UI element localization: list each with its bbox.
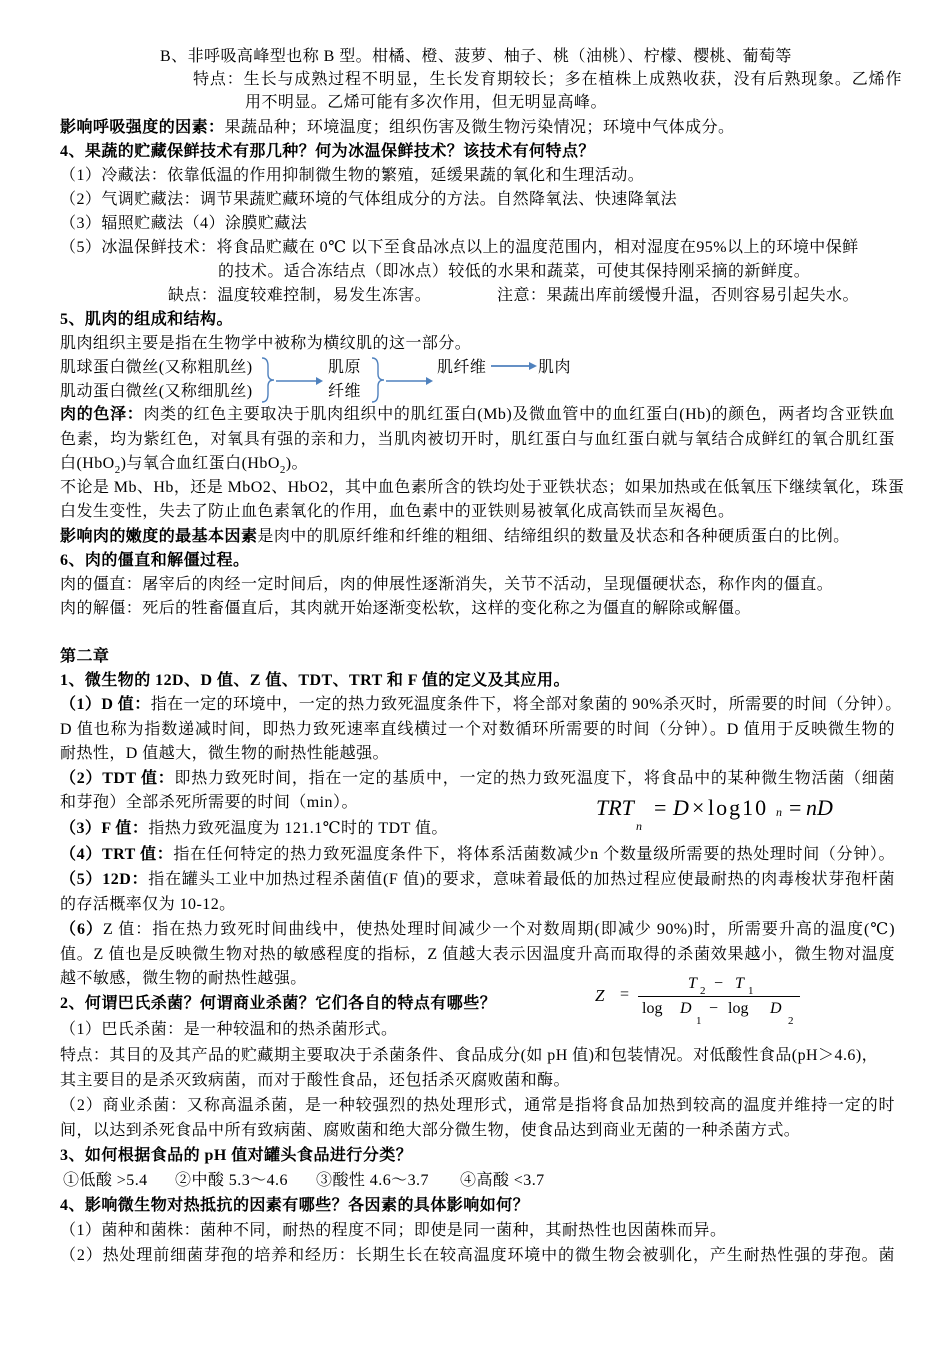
trt-formula-d: D xyxy=(673,795,689,820)
q4-item-ice-temp-line2: 的技术。适合冻结点（即冰点）较低的水果和蔬菜，可使其保持刚采摘的新鲜度。 xyxy=(218,263,811,280)
meat-color-line3-a: 白(HbO xyxy=(60,455,115,472)
c2-q4-heading: 4、影响微生物对热抵抗的因素有哪些？各因素的具体影响如何？ xyxy=(60,1197,530,1214)
q4-heading: 4、果蔬的贮藏保鲜技术有那几种？何为冰温保鲜技术？该技术有何特点？ xyxy=(60,143,595,160)
heme-iron-line2: 白发生变性，失去了防止血色素氧化的作用，血色素中的亚铁则易被氧化成高铁而呈灰褐色。 xyxy=(60,503,735,520)
q6-heading: 6、肉的僵直和解僵过程。 xyxy=(60,552,250,569)
meat-color-text: 肉类的红色主要取决于肌肉组织中的肌红蛋白(Mb)及微血管中的血红蛋白(Hb)的颜色，两者均含亚铁血 xyxy=(143,406,895,423)
trt-formula-result: nD xyxy=(806,795,833,820)
diagram-myofibril-line2: 纤维 xyxy=(328,383,361,400)
muscle-structure-diagram xyxy=(250,350,550,410)
brace-filaments xyxy=(262,358,274,402)
b-type-title: B、非呼吸高峰型也称 B 型。柑橘、橙、菠萝、柚子、桃（油桃）、柠檬、樱桃、葡萄等 xyxy=(160,48,792,65)
arrowhead-1 xyxy=(316,377,323,385)
ph-class-low-acid: ①低酸 >5.4 xyxy=(63,1172,148,1189)
respiration-factors-text: 果蔬品种；环境温度；组织伤害及微生物污染情况；环境中气体成分。 xyxy=(224,119,735,136)
z-formula xyxy=(590,972,805,1032)
trt-formula-log: log10 xyxy=(708,795,769,820)
d-value-line3: 耐热性，D 值越大，微生物的耐热性能越强。 xyxy=(60,745,390,762)
d-value-line2: D 值也称为指数递减时间，即热力致死速率直线横过一个对数循环所需要的时间（分钟）。D 值用于反映微生物的 xyxy=(60,721,895,738)
meat-color-line3 xyxy=(60,452,308,476)
subscript-2: 2 xyxy=(279,464,286,476)
q4-note: 注意：果蔬出库前缓慢升温，否则容易引起失水。 xyxy=(497,287,859,304)
q4-item-ice-temp-line1: （5）冰温保鲜技术：将食品贮藏在 0℃ 以下至食品冰点以上的温度范围内，相对湿度在95%以上的环境中保鲜 xyxy=(60,239,859,256)
z-formula-d1-sub: 1 xyxy=(696,1015,702,1027)
z-value-line2: 值。Z 值也是反映微生物对热的敏感程度的指标，Z 值越大表示因温度升高而取得的杀菌效果越小，微生物对温度 xyxy=(60,946,895,963)
c2-q1-heading: 1、微生物的 12D、D 值、Z 值、TDT、TRT 和 F 值的定义及其应用。 xyxy=(60,672,570,689)
d-value-line1 xyxy=(60,693,902,717)
diagram-myofibril-line1: 肌原 xyxy=(328,359,361,376)
pasteurization-features-line2: 其主要目的是杀灭致病菌，而对于酸性食品，还包括杀灭腐败菌和酶。 xyxy=(60,1072,570,1089)
commercial-sterilization-line1: （2）商业杀菌：又称高温杀菌，是一种较强烈的热处理形式，通常是指将食品加热到较高的温度并维持一定的时 xyxy=(60,1097,895,1114)
heat-resistance-factor-strain: （1）菌种和菌株：菌种不同，耐热的程度不同；即使是同一菌种，其耐热性也因菌株而异。 xyxy=(60,1222,727,1239)
trt-formula-lhs-sub: n xyxy=(636,819,642,833)
z-formula-equals: = xyxy=(620,986,630,1003)
12d-text: 指在罐头工业中加热过程杀菌值(F 值)的要求，意味着最低的加热过程应使最耐热的肉毒梭状芽孢杆菌 xyxy=(148,871,895,888)
trt-value xyxy=(60,843,895,867)
12d-line2: 的存活概率仅为 10-12。 xyxy=(60,896,236,913)
arrowhead-3 xyxy=(529,362,537,370)
meat-color-line1 xyxy=(60,403,895,427)
trt-formula-equals-1: = xyxy=(654,795,667,820)
z-value-line1 xyxy=(60,918,895,942)
f-value-label: （3）F 值： xyxy=(60,820,149,837)
f-value-text: 指热力致死温度为 121.1℃时的 TDT 值。 xyxy=(148,820,448,837)
brace-myofibril xyxy=(372,358,384,402)
trt-value-text: 指在任何特定的热力致死温度条件下，将体系活菌数减少n 个数量级所需要的热处理时间（分钟）。 xyxy=(173,846,895,863)
z-value-label: （6） xyxy=(60,921,104,938)
q4-item-controlled-atmosphere: （2）气调贮藏法：调节果蔬贮藏环境的气体组成分的方法。自然降氧法、快速降氧法 xyxy=(60,191,678,208)
z-value-text: Z 值：指在热力致死时间曲线中，使热处理时间减少一个对数周期(即减少 90%)时，所需要升高的温度(℃) xyxy=(103,921,895,938)
commercial-sterilization-line2: 间，以达到杀死食品中所有致病菌、腐败菌和绝大部分微生物，使食品达到商业无菌的一种杀菌方式。 xyxy=(60,1122,801,1139)
diagram-muscle: 肌肉 xyxy=(538,359,571,376)
heme-iron-line1: 不论是 Mb、Hb，还是 MbO2、HbO2，其中血色素所含的铁均处于亚铁状态；如果加热或在低氧压下继续氧化，珠蛋 xyxy=(60,479,905,496)
d-value-text: 指在一定的环境中，一定的热力致死温度条件下，将全部对象菌的 90%杀灭时，所需要的时间（分钟）。 xyxy=(150,696,902,713)
c2-q2-heading: 2、何谓巴氏杀菌？何谓商业杀菌？它们各自的特点有哪些？ xyxy=(60,995,497,1012)
meat-color-label: 肉的色泽： xyxy=(60,406,144,423)
z-formula-log-1: log xyxy=(642,1000,663,1017)
f-value xyxy=(60,817,448,841)
ph-class-high-acid: ④高酸 <3.7 xyxy=(460,1172,545,1189)
z-formula-d2: D xyxy=(770,1000,782,1017)
pasteurization: （1）巴氏杀菌：是一种较温和的热杀菌形式。 xyxy=(60,1021,398,1038)
c2-q3-heading: 3、如何根据食品的 pH 值对罐头食品进行分类？ xyxy=(60,1147,413,1164)
z-formula-t1-sub: 1 xyxy=(748,985,754,997)
arrowhead-2 xyxy=(426,377,433,385)
tenderness-text: 是肉中的肌原纤维和纤维的粗细、结缔组织的数量及状态和各种硬质蛋白的比例。 xyxy=(257,528,850,545)
pasteurization-features-line1: 特点：其目的及其产品的贮藏期主要取决于杀菌条件、食品成分(如 pH 值)和包装情况。对低酸性食品(pH＞4.6)， xyxy=(60,1047,879,1064)
tenderness-label: 影响肉的嫩度的最基本因素 xyxy=(60,528,258,545)
trt-value-label: （4）TRT 值： xyxy=(60,846,174,863)
z-formula-minus-top: − xyxy=(714,975,724,992)
respiration-factors-label: 影响呼吸强度的因素： xyxy=(60,119,225,136)
z-formula-z: Z xyxy=(595,986,605,1005)
z-formula-log-2: log xyxy=(728,1000,749,1017)
q4-item-cold-storage: （1）冷藏法：依靠低温的作用抑制微生物的繁殖，延缓果蔬的氧化和生理活动。 xyxy=(60,167,645,184)
trt-formula-exp: n xyxy=(776,805,782,819)
trt-formula-lhs: TRT xyxy=(596,795,634,820)
meat-color-line3-c: )。 xyxy=(285,455,309,472)
z-formula-t2-sub: 2 xyxy=(700,985,706,997)
q5-heading: 5、肌肉的组成和结构。 xyxy=(60,311,233,328)
b-type-features-line2: 用不明显。乙烯可能有多次作用，但无明显高峰。 xyxy=(245,94,607,111)
rigor-resolution: 肉的解僵：死后的牲畜僵直后，其肉就开始逐渐变松软，这样的变化称之为僵直的解除或解僵。 xyxy=(60,600,751,617)
z-formula-fraction-bar xyxy=(638,996,800,997)
trt-formula-times: × xyxy=(692,795,705,820)
meat-color-line2: 色素，均为紫红色，对氧具有强的亲和力，当肌肉被切开时，肌红蛋白与血红蛋白就与氧结合成鲜红的氧合肌红蛋 xyxy=(60,431,895,448)
tdt-value-line1 xyxy=(60,767,895,791)
z-formula-d2-sub: 2 xyxy=(788,1015,794,1027)
heat-resistance-factor-spore-history: （2）热处理前细菌芽孢的培养和经历：长期生长在较高温度环境中的微生物会被驯化，产生耐热性强的芽孢。菌 xyxy=(60,1247,895,1264)
12d-label: （5）12D： xyxy=(60,871,149,888)
q5-intro: 肌肉组织主要是指在生物学中被称为横纹肌的这一部分。 xyxy=(60,335,472,352)
chapter-title: 第二章 xyxy=(60,648,110,665)
trt-formula-equals-2: = xyxy=(789,795,802,820)
tenderness-factors xyxy=(60,525,850,549)
tdt-value-text: 即热力致死时间，指在一定的基质中，一定的热力致死温度下，将食品中的某种微生物活菌（细菌 xyxy=(174,770,895,787)
z-value-line3: 越不敏感，微生物的耐热性越强。 xyxy=(60,970,307,987)
z-formula-minus-bottom: − xyxy=(709,1000,719,1017)
z-formula-d1: D xyxy=(680,1000,692,1017)
respiration-factors xyxy=(60,116,734,140)
d-value-label: （1）D 值： xyxy=(60,696,151,713)
tdt-value-line2: 和芽孢）全部杀死所需要的时间（min）。 xyxy=(60,794,358,811)
z-formula-t1: T xyxy=(735,975,744,992)
rigor-mortis: 肉的僵直：屠宰后的肉经一定时间后，肉的伸展性逐渐消失，关节不活动，呈现僵硬状态，称作肉的僵直。 xyxy=(60,576,834,593)
b-type-features-line1: 特点：生长与成熟过程不明显，生长发育期较长；多在植株上成熟收获，没有后熟现象。乙烯作 xyxy=(193,71,902,88)
diagram-thin-filament: 肌动蛋白微丝(又称细肌丝) xyxy=(60,383,253,400)
tdt-value-label: （2）TDT 值： xyxy=(60,770,175,787)
ph-class-medium-acid: ②中酸 5.3～4.6 xyxy=(175,1172,288,1189)
trt-formula xyxy=(596,795,836,835)
subscript-2: 2 xyxy=(114,464,121,476)
12d-line1 xyxy=(60,868,895,892)
diagram-thick-filament: 肌球蛋白微丝(又称粗肌丝) xyxy=(60,359,253,376)
ph-class-acid: ③酸性 4.6～3.7 xyxy=(316,1172,429,1189)
diagram-muscle-fiber: 肌纤维 xyxy=(437,359,487,376)
z-formula-t2: T xyxy=(688,975,697,992)
q4-drawback: 缺点：温度较难控制，易发生冻害。 xyxy=(168,287,432,304)
q4-item-irradiation-coating: （3）辐照贮藏法（4）涂膜贮藏法 xyxy=(60,215,308,232)
meat-color-line3-b: )与氧合血红蛋白(HbO xyxy=(120,455,280,472)
